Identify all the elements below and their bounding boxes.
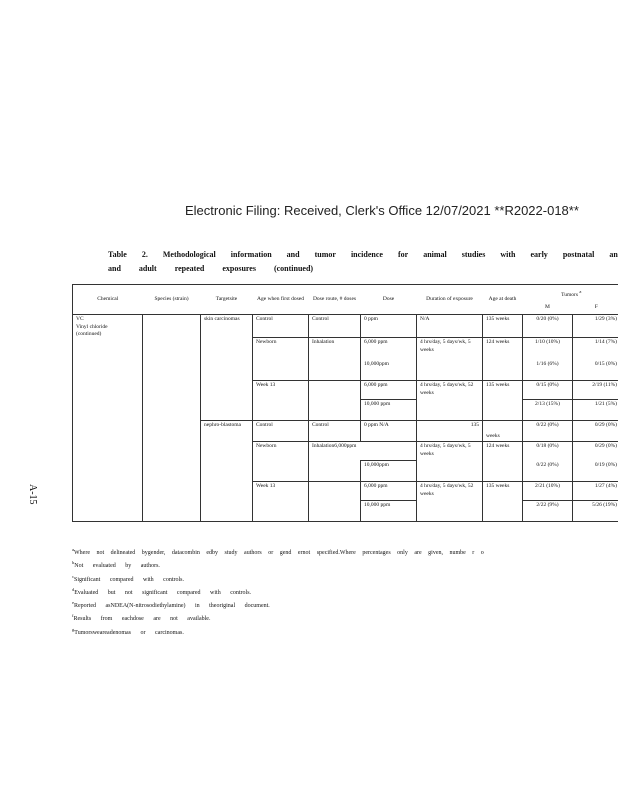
footnote bbox=[72, 598, 618, 611]
caption-word: information bbox=[230, 250, 272, 259]
age-cell: Newborn bbox=[253, 338, 309, 381]
dose-cell: 6,000 ppm bbox=[361, 338, 417, 361]
header-dose-route: Dose route, # doses bbox=[309, 285, 361, 315]
age-cell: Control bbox=[253, 421, 309, 442]
caption-word: Table bbox=[108, 250, 127, 259]
caption-word: animal bbox=[423, 250, 447, 259]
footnote bbox=[72, 572, 618, 585]
female-cell: 5/26 (19%) bbox=[592, 502, 617, 509]
dose-cell: 10,000ppm bbox=[361, 360, 417, 381]
header-age-first-dosed: Age when first dosed bbox=[253, 285, 309, 315]
male-cell: 1/16 (6%) bbox=[523, 360, 573, 381]
header-male: M bbox=[523, 300, 573, 315]
route-cell bbox=[309, 482, 361, 522]
age-cell: Week 13 bbox=[253, 381, 309, 421]
footnote-mark: a bbox=[72, 547, 74, 552]
duration-cell: N/A bbox=[417, 315, 483, 338]
caption-word: tumor bbox=[314, 250, 336, 259]
footnote bbox=[72, 585, 618, 598]
footnotes bbox=[72, 545, 618, 638]
route-cell bbox=[309, 461, 361, 482]
dose-cell: 0 ppm N/A bbox=[361, 421, 417, 442]
footnote-mark: g bbox=[72, 626, 75, 632]
female-cell: 0/29 (0%) bbox=[594, 422, 617, 429]
caption-word: and bbox=[108, 264, 121, 273]
male-cell: 2/13 (15%) bbox=[523, 400, 573, 421]
age-at-death-cell: 135 bbox=[417, 421, 483, 442]
target-site-cell: skin carcinomas bbox=[201, 315, 253, 421]
male-cell: 0/22 (0%) bbox=[523, 461, 573, 482]
caption-word: early bbox=[530, 250, 548, 259]
female-cell: 0/15 (0%) bbox=[594, 361, 617, 368]
female-cell: 1/27 (4%) bbox=[573, 482, 618, 501]
header-species: Species (strain) bbox=[143, 285, 201, 315]
caption-line-2 bbox=[108, 262, 618, 276]
footnote-text: Results from eachdose are not available. bbox=[73, 616, 211, 623]
duration-cell: 4 hrs/day, 5 days/wk, 5 weeks bbox=[417, 442, 483, 482]
footnote bbox=[72, 558, 618, 571]
age-cell: Control bbox=[253, 315, 309, 338]
male-cell: 2/21 (10%) bbox=[523, 482, 573, 501]
header-target-site: Targetsite bbox=[201, 285, 253, 315]
footnote-text: Not evaluated by authors. bbox=[74, 563, 160, 570]
male-cell: 0/20 (0%) bbox=[523, 315, 573, 338]
footnote bbox=[72, 611, 618, 624]
dose-cell: 0 ppm bbox=[361, 315, 417, 338]
header-row bbox=[73, 285, 618, 301]
caption-word: (continued) bbox=[273, 264, 314, 273]
caption-word: an bbox=[609, 250, 618, 259]
female-cell: 1/29 (3%) bbox=[594, 316, 617, 323]
table-row bbox=[73, 315, 618, 338]
route-cell: Inhalation6,000ppm bbox=[309, 442, 417, 461]
header-tumors-label: Tumors bbox=[561, 291, 578, 298]
duration-cell: 4 hrs/day, 5 days/wk, 52 weeks bbox=[417, 381, 483, 421]
caption-word: 2. bbox=[141, 250, 148, 259]
female-cell: 1/14 (7%) bbox=[594, 339, 617, 346]
header-age-at-death: Age at death bbox=[483, 285, 523, 315]
male-cell: 1/10 (10%) bbox=[523, 338, 573, 361]
male-cell: 0/18 (0%) bbox=[523, 442, 573, 461]
header-dose: Dose bbox=[361, 285, 417, 315]
footnote-text: Reported asNDEA(N-nitrosodiethylamine) in theoriginal document. bbox=[74, 603, 270, 610]
female-cell: 0/19 (0%) bbox=[594, 461, 617, 468]
dose-cell: 10,000 ppm bbox=[361, 501, 417, 522]
caption-word: postnatal bbox=[562, 250, 595, 259]
tumor-incidence-table bbox=[72, 284, 618, 522]
route-cell bbox=[309, 381, 361, 421]
footnote-mark: e bbox=[72, 600, 74, 606]
footnote bbox=[72, 625, 618, 638]
header-duration: Duration of exposure bbox=[417, 285, 483, 315]
caption-word: studies bbox=[461, 250, 486, 259]
female-cell: 1/21 (5%) bbox=[594, 401, 617, 408]
age-at-death-cell: weeks bbox=[483, 421, 523, 442]
age-at-death-cell: 135 weeks bbox=[483, 315, 523, 338]
age-at-death-cell: 124 weeks bbox=[483, 338, 523, 381]
caption-line-1 bbox=[108, 248, 618, 262]
duration-cell: 4 hrs/day, 5 days/wk, 52 weeks bbox=[417, 482, 483, 522]
caption-word: and bbox=[286, 250, 300, 259]
chemical-abbrev: VC bbox=[76, 316, 84, 323]
header-female: F bbox=[573, 300, 618, 315]
footnote-text: Evaluated but not significant compared with controls. bbox=[74, 589, 252, 596]
age-at-death-cell: 135 weeks bbox=[483, 381, 523, 421]
footnote-mark: b bbox=[72, 560, 75, 566]
header-tumors-marker: a bbox=[579, 289, 582, 294]
age-at-death-cell: 124 weeks bbox=[483, 442, 523, 482]
filing-stamp: Electronic Filing: Received, Clerk's Office 12/07/2021 **R2022-018** bbox=[185, 203, 579, 218]
species-cell bbox=[143, 315, 201, 522]
footnote-mark: c bbox=[72, 573, 74, 579]
age-cell: Week 13 bbox=[253, 482, 309, 522]
age-cell: Newborn bbox=[253, 442, 309, 482]
caption-word: repeated bbox=[174, 264, 205, 273]
page-number: A-15 bbox=[27, 484, 38, 505]
male-cell: 2/22 (9%) bbox=[523, 501, 573, 522]
footnote bbox=[72, 545, 618, 558]
chemical-continued: (continued) bbox=[76, 331, 102, 338]
caption-word: adult bbox=[138, 264, 157, 273]
male-cell: 0/22 (0%) bbox=[523, 421, 573, 442]
female-cell: 0/29 (0%) bbox=[594, 443, 617, 450]
table-caption bbox=[108, 248, 618, 276]
dose-cell: 10,000 ppm bbox=[361, 400, 417, 421]
route-cell: Inhalation bbox=[309, 338, 361, 381]
dose-cell: 10,000ppm bbox=[361, 461, 417, 482]
caption-word: with bbox=[500, 250, 516, 259]
target-site-cell: nephro-blastoma bbox=[201, 421, 253, 522]
footnote-mark: f bbox=[72, 613, 74, 619]
caption-word: for bbox=[397, 250, 409, 259]
age-at-death-cell: 135 weeks bbox=[483, 482, 523, 522]
caption-word: Methodological bbox=[162, 250, 216, 259]
footnote-text: Where not delineated bygender, datacombin edby study authors or gend ernot specified.Where percentages only are given, numbe r o bbox=[74, 550, 484, 556]
caption-word: incidence bbox=[350, 250, 383, 259]
footnote-mark: d bbox=[72, 586, 75, 592]
header-chemical: Chemical bbox=[73, 285, 143, 315]
footnote-text: Tumorsweareadenomas or carcinomas. bbox=[74, 629, 184, 636]
dose-cell: 6,000 ppm bbox=[361, 482, 417, 501]
chemical-name: Vinyl chloride bbox=[76, 323, 108, 330]
route-cell: Control bbox=[309, 421, 361, 442]
dose-cell: 6,000 ppm bbox=[361, 381, 417, 400]
male-cell: 0/15 (0%) bbox=[523, 381, 573, 400]
caption-word: exposures bbox=[222, 264, 256, 273]
route-cell: Control bbox=[309, 315, 361, 338]
header-tumors bbox=[523, 285, 618, 301]
female-cell: 2/19 (11%) bbox=[573, 381, 618, 400]
chemical-cell bbox=[73, 315, 143, 522]
footnote-text: Significant compared with controls. bbox=[74, 576, 184, 583]
duration-cell: 4 hrs/day, 5 days/wk, 5 weeks bbox=[417, 338, 483, 381]
